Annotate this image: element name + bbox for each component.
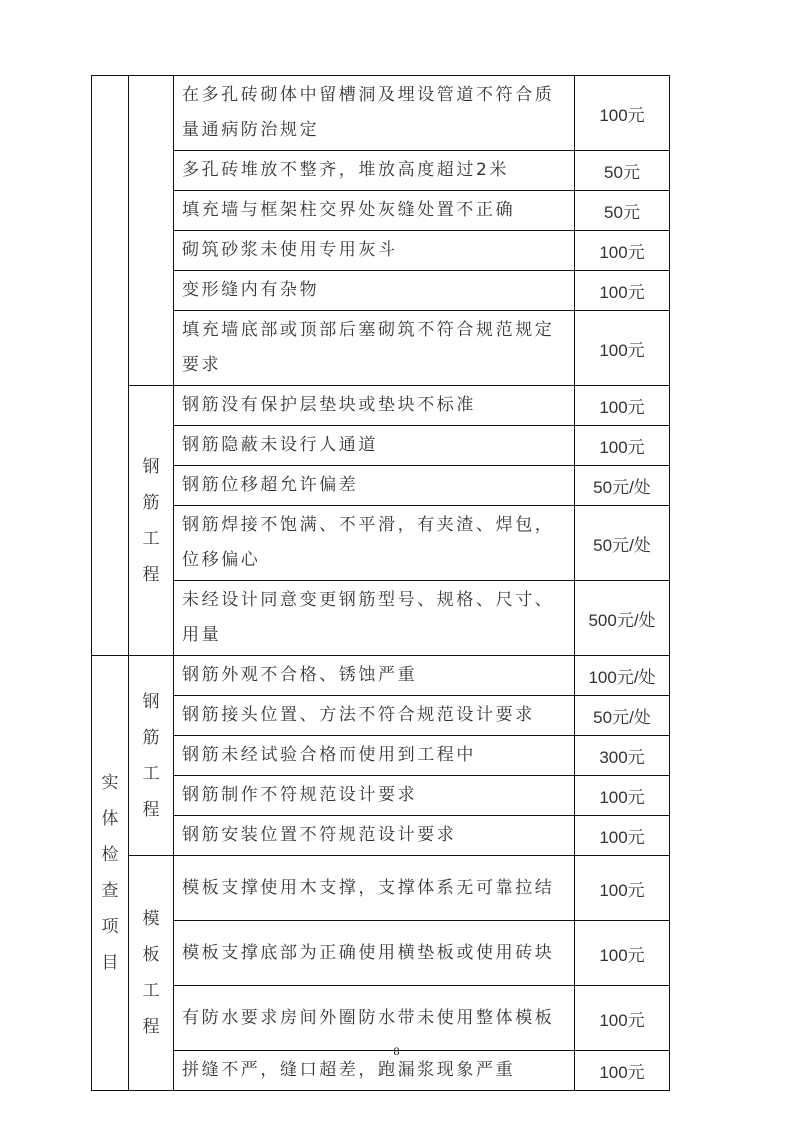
fine-amount: 100元 [575,231,670,271]
penalty-table [91,75,670,1091]
item-description: 钢筋制作不符规范设计要求 [174,776,575,816]
fine-amount: 100元 [575,76,670,151]
table-row [92,581,670,656]
table-row [92,816,670,856]
item-description: 钢筋接头位置、方法不符合规范设计要求 [174,696,575,736]
item-description: 未经设计同意变更钢筋型号、规格、尺寸、用量 [174,581,575,656]
fine-amount: 100元 [575,776,670,816]
item-description: 变形缝内有杂物 [174,271,575,311]
item-description: 钢筋没有保护层垫块或垫块不标准 [174,386,575,426]
fine-amount: 100元 [575,921,670,986]
table-row [92,736,670,776]
table-row [92,986,670,1051]
section-label: 实体检查项目 [101,773,119,973]
group-label-formwork: 模板工程 [142,909,160,1037]
table-row [92,656,670,696]
section-cell-entity-inspection [92,656,129,1091]
group-cell-masonry-continued [129,76,174,386]
table-row [92,466,670,506]
item-description: 多孔砖堆放不整齐，堆放高度超过2米 [174,151,575,191]
table-row [92,151,670,191]
fine-amount: 100元 [575,386,670,426]
fine-amount: 300元 [575,736,670,776]
page-number: 8 [393,1044,400,1058]
fine-amount: 50元/处 [575,506,670,581]
fine-amount: 50元/处 [575,466,670,506]
item-description: 在多孔砖砌体中留槽洞及埋设管道不符合质量通病防治规定 [174,76,575,151]
item-description: 填充墙底部或顶部后塞砌筑不符合规范规定要求 [174,311,575,386]
item-description: 砌筑砂浆未使用专用灰斗 [174,231,575,271]
group-label-rebar: 钢筋工程 [142,456,160,585]
fine-amount: 100元 [575,856,670,921]
fine-amount: 100元 [575,311,670,386]
item-description: 钢筋未经试验合格而使用到工程中 [174,736,575,776]
fine-amount: 50元/处 [575,696,670,736]
item-description: 钢筋位移超允许偏差 [174,466,575,506]
table-row [92,696,670,736]
fine-amount: 100元/处 [575,656,670,696]
section-cell-continued [92,76,129,656]
fine-amount: 500元/处 [575,581,670,656]
group-cell-rebar [129,386,174,656]
item-description: 模板支撑使用木支撑，支撑体系无可靠拉结 [174,856,575,921]
item-description: 钢筋外观不合格、锈蚀严重 [174,656,575,696]
table-row [92,311,670,386]
fine-amount: 100元 [575,986,670,1051]
item-description: 填充墙与框架柱交界处灰缝处置不正确 [174,191,575,231]
fine-amount: 50元 [575,151,670,191]
fine-amount: 100元 [575,816,670,856]
item-description: 钢筋焊接不饱满、不平滑，有夹渣、焊包，位移偏心 [174,506,575,581]
group-label-rebar: 钢筋工程 [142,691,160,820]
table-row [92,386,670,426]
item-description: 有防水要求房间外圈防水带未使用整体模板 [174,986,575,1051]
fine-amount: 100元 [575,426,670,466]
table-row [92,76,670,151]
fine-amount: 100元 [575,271,670,311]
table-row [92,856,670,921]
group-cell-rebar [129,656,174,856]
table-row [92,921,670,986]
table-row [92,426,670,466]
fine-amount: 100元 [575,1051,670,1091]
item-description: 拼缝不严，缝口超差，跑漏浆现象严重 [174,1051,575,1091]
table-row [92,506,670,581]
item-description: 钢筋安装位置不符规范设计要求 [174,816,575,856]
table-row [92,776,670,816]
table-row [92,271,670,311]
table-row [92,191,670,231]
table-row [92,231,670,271]
fine-amount: 50元 [575,191,670,231]
item-description: 模板支撑底部为正确使用横垫板或使用砖块 [174,921,575,986]
item-description: 钢筋隐蔽未设行人通道 [174,426,575,466]
